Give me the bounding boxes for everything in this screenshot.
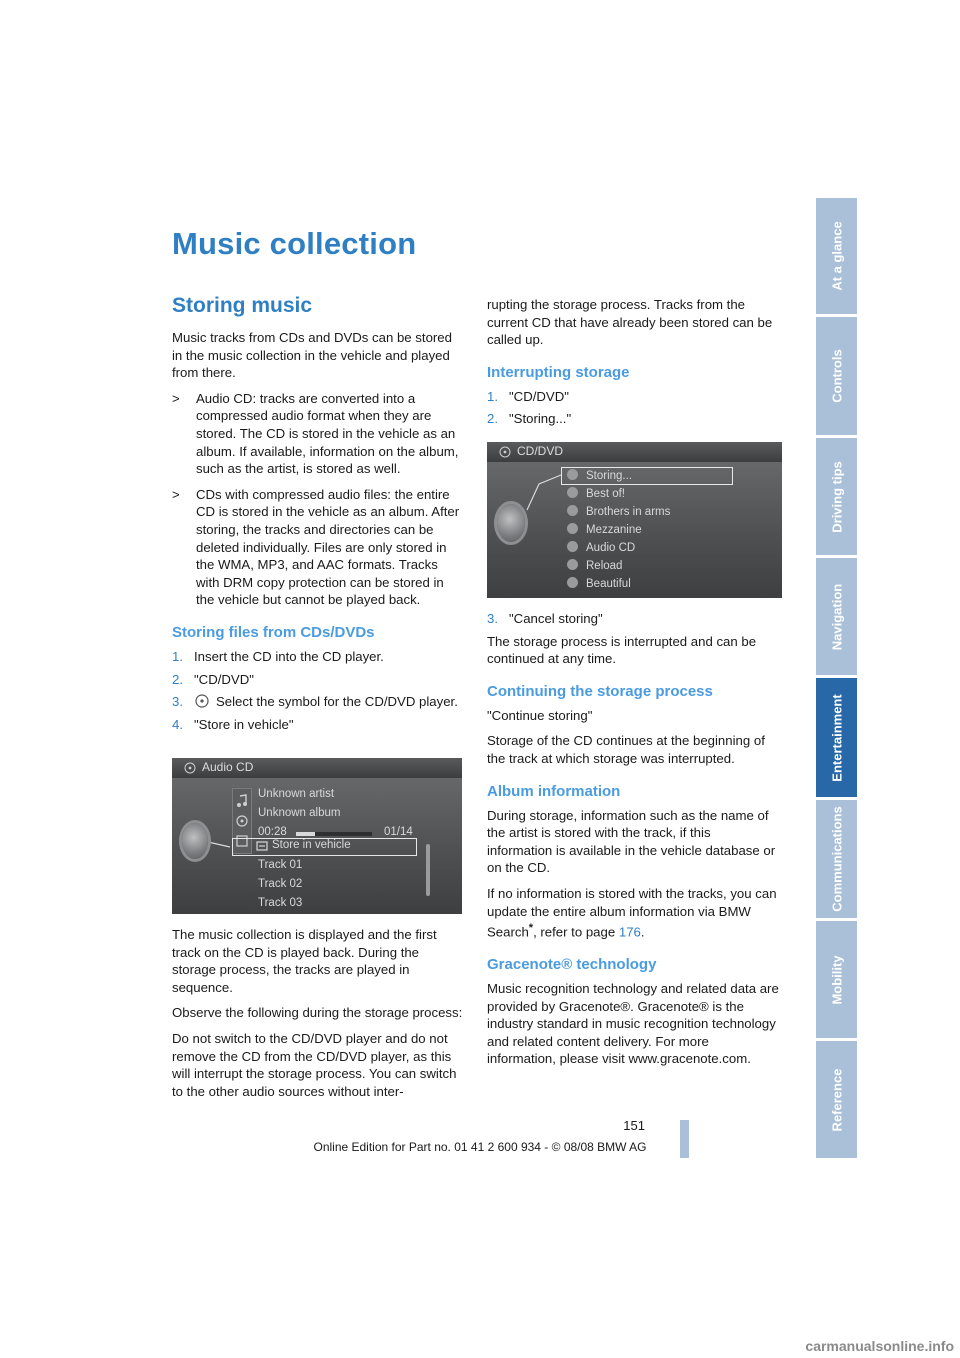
menu-item-storing[interactable] [567, 469, 632, 482]
step-text: "Store in vehicle" [194, 716, 294, 732]
sub-heading-album-info: Album information [487, 782, 621, 800]
controller-knob [497, 504, 525, 542]
menu-item-label: Storing... [586, 470, 633, 482]
pointer-line [487, 442, 782, 598]
paragraph: During storage, information such as the name of the artist is stored with the track, if this information is available in the vehicle database or on the CD. [487, 807, 776, 876]
step-text-content: Select the symbol for the CD/DVD player. [216, 694, 458, 710]
paragraph: Do not switch to the CD/DVD player and do not remove the CD from the CD/DVD player, as this will interrupt the storage process. You can switch to the other audio sources without inter- [172, 1030, 457, 1099]
left-column-bottom [172, 926, 464, 1108]
right-column [487, 296, 779, 433]
tab-mobility[interactable] [816, 921, 857, 1038]
tab-communications[interactable] [816, 800, 857, 918]
paragraph: The music collection is displayed and the first track on the CD is played back. During the storage process, the tracks are played in sequence. [172, 927, 437, 995]
screen-header-title: CD/DVD [517, 444, 564, 458]
disc-icon [567, 577, 578, 588]
tab-at-a-glance[interactable] [816, 198, 857, 314]
elapsed-time: 00:28 [258, 826, 287, 838]
disc-icon [567, 469, 578, 480]
sub-heading-continuing: Continuing the storage process [487, 682, 713, 700]
step-item [172, 716, 464, 734]
step-text: Insert the CD into the CD player. [194, 648, 384, 664]
cd-dvd-symbol-icon [194, 694, 210, 708]
menu-item-label: Mezzanine [586, 524, 642, 536]
track-item[interactable]: Track 01 [258, 859, 303, 871]
disc-icon [567, 487, 578, 498]
chapter-sidebar [816, 198, 857, 1158]
disc-icon [567, 559, 578, 570]
text: , refer to page [533, 924, 619, 940]
step-text: "Cancel storing" [509, 611, 603, 626]
step-number: 3. [487, 611, 498, 626]
step-item [172, 693, 464, 711]
paragraph: Storage of the CD continues at the beginning of the track at which storage was interrupted. [487, 733, 765, 766]
menu-item-album[interactable] [567, 505, 670, 518]
tab-label: Controls [829, 349, 844, 403]
scrollbar[interactable] [426, 844, 430, 896]
bullet-mark: > [172, 486, 180, 502]
step-number: 1. [487, 388, 498, 404]
paragraph: "Continue storing" [487, 707, 593, 723]
section-heading-storing-music: Storing music [172, 294, 313, 317]
store-in-vehicle-item[interactable]: Store in vehicle [272, 839, 351, 851]
track-item[interactable]: Track 03 [258, 897, 303, 909]
disc-icon [567, 505, 578, 516]
page-title: Music collection [172, 226, 417, 261]
paragraph: rupting the storage process. Tracks from the current CD that have already been stored can be called up. [487, 297, 773, 348]
step-number: 1. [172, 648, 183, 664]
menu-item-album[interactable] [567, 577, 631, 590]
page-reference-link[interactable]: 176 [618, 924, 641, 940]
screenshot-audio-cd [172, 758, 462, 914]
tab-controls[interactable] [816, 317, 857, 435]
step-item [487, 410, 779, 428]
tab-label: Entertainment [829, 693, 844, 782]
paragraph: Observe the following during the storage process: [172, 1005, 463, 1021]
bullet-text: Audio CD: tracks are converted into a compressed audio format when they are stored. The CD is stored in the vehicle as an album. If available, information on the album, such as the artist, is stored as well. [196, 390, 459, 477]
tab-label: Driving tips [829, 460, 844, 533]
watermark: carmanualsonline.info [805, 1338, 954, 1354]
step-item [487, 610, 779, 628]
menu-item-album[interactable] [567, 559, 622, 572]
menu-item-audio-cd[interactable] [567, 541, 635, 554]
menu-item-label: Best of! [586, 488, 625, 500]
store-in-vehicle-icon [256, 840, 268, 852]
right-column-bottom [487, 610, 779, 1076]
tab-navigation[interactable] [816, 558, 857, 675]
step-number: 2. [172, 671, 183, 687]
left-column [172, 293, 464, 738]
step-text [194, 693, 458, 711]
sub-heading-interrupting: Interrupting storage [487, 363, 630, 381]
track-count: 01/14 [384, 826, 413, 838]
disc-icon [567, 541, 578, 552]
tab-driving-tips[interactable] [816, 438, 857, 555]
step-number: 4. [172, 716, 183, 732]
paragraph: The storage process is interrupted and can be continued at any time. [487, 633, 757, 667]
sub-heading-storing-files: Storing files from CDs/DVDs [172, 623, 375, 641]
tab-label: Communications [829, 806, 844, 912]
step-text: "Storing..." [509, 411, 572, 427]
menu-item-label: Audio CD [586, 542, 636, 554]
step-item [172, 648, 464, 666]
bullet-text: CDs with compressed audio files: the entire CD is stored in the vehicle as an album. After storing, the tracks and directories can be deleted individually. Files are only stored in the WMA, MP3, and AAC formats. Tracks with DRM copy protection can be stored in the vehicle but cannot be played back. [196, 486, 460, 608]
bullet-mark: > [172, 390, 180, 406]
tab-label: At a glance [829, 221, 844, 291]
menu-item-label: Brothers in arms [586, 506, 671, 518]
paragraph [487, 885, 779, 941]
page-number: 151 [623, 1118, 645, 1133]
album-label: Unknown album [258, 807, 341, 819]
tab-label: Navigation [829, 583, 844, 650]
text: If no information is stored with the tracks, you can update the entire album information via BMW Search [487, 885, 777, 940]
screenshot-cd-dvd [487, 442, 782, 598]
step-text: "CD/DVD" [509, 388, 569, 404]
menu-item-album[interactable] [567, 487, 625, 500]
bullet-item [172, 390, 464, 478]
intro-paragraph: Music tracks from CDs and DVDs can be stored in the music collection in the vehicle and played from there. [172, 330, 452, 381]
disc-icon [567, 523, 578, 534]
menu-item-label: Reload [586, 560, 623, 572]
optional-equipment-star: * [528, 922, 534, 935]
step-item [172, 671, 464, 689]
controller-knob [182, 823, 208, 859]
step-number: 2. [487, 411, 498, 427]
screen-header-title: Audio CD [202, 760, 254, 774]
menu-item-album[interactable] [567, 523, 642, 536]
tab-entertainment[interactable] [816, 678, 857, 797]
artist-label: Unknown artist [258, 788, 335, 800]
tab-label: Reference [829, 1068, 844, 1131]
step-number: 3. [172, 694, 183, 710]
step-item [487, 388, 779, 406]
footer-edition-note: Online Edition for Part no. 01 41 2 600 934 - © 08/08 BMW AG [313, 1140, 647, 1154]
paragraph: Music recognition technology and related data are provided by Gracenote®. Gracenote® is the industry standard in music recognition technology and related content delivery. For more information, please visit www.gracenote.com. [487, 981, 779, 1067]
sub-heading-gracenote: Gracenote® technology [487, 956, 657, 974]
step-text: "CD/DVD" [194, 671, 254, 687]
menu-item-label: Beautiful [586, 578, 631, 590]
text: . [640, 924, 645, 940]
bullet-item [172, 486, 464, 609]
track-item[interactable]: Track 02 [258, 878, 303, 890]
tab-label: Mobility [829, 954, 844, 1005]
pointer-line [172, 758, 462, 914]
